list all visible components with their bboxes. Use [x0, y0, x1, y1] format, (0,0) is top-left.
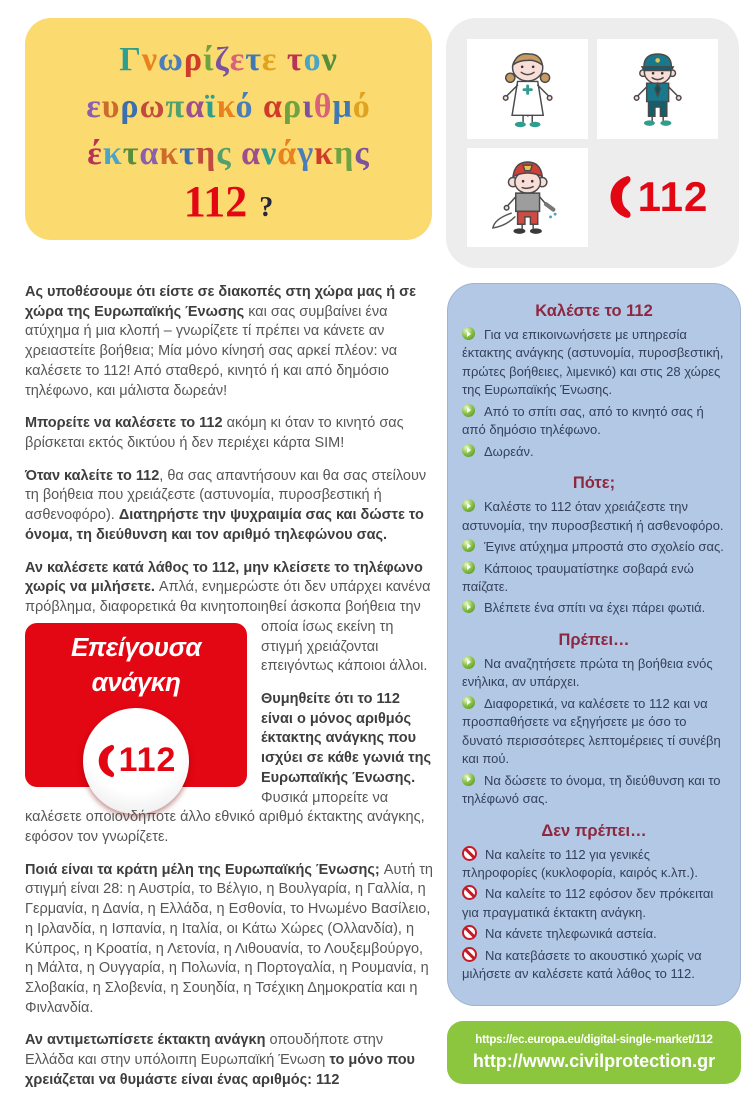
- body-text: Φυσικά μπορείτε να καλέσετε οποιονδήποτε άλλο εθνικό αριθμό έκτακτης ανάγκης, εφόσον τον γνωρίζετε.: [25, 789, 425, 845]
- bullet-item: Να δώσετε το όνομα, τη διεύθυνση και το τηλέφωνό σας.: [462, 772, 721, 807]
- civilprotection-link: http://www.civilprotection.gr: [472, 1050, 716, 1071]
- bullet-item: Να αναζητήσετε πρώτα τη βοήθεια ενός ενήλικα, αν υπάρχει.: [462, 655, 713, 690]
- prohibition-icon: [462, 885, 477, 900]
- check-sphere-icon: [462, 561, 475, 574]
- section-title: Καλέστε το 112: [535, 302, 653, 320]
- paragraph-5: [25, 861, 435, 1019]
- prohibition-icon: [462, 925, 477, 940]
- check-sphere-icon: [462, 600, 475, 613]
- emergency-box: [25, 623, 247, 787]
- body-text: Αυτή τη στιγμή είναι 28: η Αυστρία, το Βέλγιο, η Βουλγαρία, η Γαλλία, η Γερμανία, η Δανία, η Ελλάδα, η Εσθονία, το Ηνωμένο Βασίλειο, η Ιρλανδία, η Ισπανία, η Ιταλία, οι Κάτω Χώρες (Ολλανδία), η Κύπρος, η Κροατία, η Λετονία, η Λιθουανία, το Λουξεμβούργο, η Μάλτα, η Ουγγαρία, η Πολωνία, η Πορτογαλία, η Ρουμανία, η Σλοβακία, η Σλοβενία, η Σουηδία, η Τσέχικη Δημοκρατία και η Φινλανδία.: [25, 861, 433, 1016]
- bullet-item: Έγινε ατύχημα μπροστά στο σχολείο σας.: [462, 538, 726, 556]
- bullet-item: Δωρεάν.: [462, 443, 726, 461]
- bullet-item: Να κάνετε τηλεφωνικά αστεία.: [462, 925, 726, 943]
- check-sphere-icon: [462, 656, 475, 669]
- check-sphere-icon: [462, 444, 475, 457]
- poster-title: [25, 36, 432, 177]
- info-panel: [447, 283, 741, 1006]
- top-row: [25, 18, 740, 268]
- characters-panel: [446, 18, 739, 268]
- bold-text: Ποιά είναι τα κράτη μέλη της Ευρωπαϊκής Ένωσης;: [25, 861, 384, 878]
- emergency-112-number: 112: [118, 741, 177, 780]
- paragraph-1: [25, 283, 435, 401]
- bold-text: Όταν καλείτε το 112: [25, 467, 160, 484]
- title-112: 112: [183, 177, 248, 226]
- bullet-item: Διαφορετικά, να καλέσετε το 112 και να προσπαθήσετε να εξηγήσετε με όσο το δυνατό περισσότερες λεπτομέρειες τί συνέβη και πού.: [462, 695, 721, 767]
- europa-link: https://ec.europa.eu/digital-single-market/112: [475, 1033, 713, 1046]
- section-title: Δεν πρέπει…: [541, 821, 647, 840]
- bullet-item: Βλέπετε ένα σπίτι να έχει πάρει φωτιά.: [462, 599, 726, 617]
- poster-title-line: ευρωπαϊκό αριθμό: [86, 88, 371, 125]
- body-text: , θα σας απαντήσουν και θα σας στείλουν τη βοήθεια που χρειάζεστε (αστυνομία, πυροσβεστική ή ασθενοφόρο).: [25, 467, 427, 524]
- left-column: [25, 283, 435, 1104]
- main-content: [25, 283, 740, 1104]
- bold-text: Διατηρήστε την ψυχραιμία σας και δώστε το όνομα, τη διεύθυνση και τον αριθμό τηλεφώνου σας.: [25, 507, 424, 543]
- characters-grid: [467, 39, 718, 247]
- police-officer-cell: [597, 39, 718, 139]
- phone-112-cell: [597, 148, 718, 248]
- bold-text: Αν καλέσετε κατά λάθος το 112, μην κλείσετε το τηλέφωνο χωρίς να μιλήσετε.: [25, 559, 423, 596]
- body-text: Απλά, ενημερώστε ότι δεν υπάρχει κανένα πρόβλημα, διαφορετικά θα κινητοποιηθεί άσκοπα βοήθεια την: [25, 579, 431, 616]
- bold-text: Θυμηθείτε ότι το 112 είναι ο μόνος αριθμός έκτακτης ανάγκης που ισχύει σε κάθε γωνιά της Ευρωπαϊκής Ένωσης.: [261, 690, 431, 786]
- emergency-box-label: Επείγουσα ανάγκη: [70, 631, 202, 698]
- title-question-mark: ?: [259, 192, 274, 223]
- section-title: Πρέπει…: [558, 630, 630, 649]
- firefighter-illustration: [472, 151, 583, 243]
- doctor-illustration: [472, 43, 583, 135]
- bullet-item: Για να επικοινωνήσετε με υπηρεσία έκτακτης ανάγκης (αστυνομία, πυροσβεστική, πρώτες βοήθειες, λιμενικό) και στις 28 χώρες της Ευρωπαϊκής Ένωσης.: [462, 327, 724, 398]
- bold-text: το μόνο που χρειάζεται να θυμάστε είναι ένας αριθμός: 112: [25, 1052, 416, 1088]
- body-text: και σας συμβαίνει ένα ατύχημα ή μια κλοπή – γνωρίζετε τί πρέπει να κάνετε αν χρειαστείτε βοήθεια; Μία μόνο κίνησή σας αρκεί πλέον: να καλέσετε το 112! Από σταθερό, κινητό ή και από δημόσιο τηλέφωνο, και μάλιστα δωρεάν!: [25, 303, 398, 399]
- check-sphere-icon: [462, 404, 475, 417]
- title-box: [25, 18, 432, 240]
- bold-text: Ας υποθέσουμε ότι είστε σε διακοπές στη χώρα μας ή σε χώρα της Ευρωπαϊκής Ένωσης: [25, 284, 416, 320]
- prohibition-icon: [462, 947, 477, 962]
- links-panel: [447, 1021, 741, 1084]
- right-column: [447, 283, 741, 1104]
- body-text: οπουδήποτε στην Ελλάδα και στην υπόλοιπη Ευρωπαϊκή Ένωση: [25, 1032, 384, 1069]
- poster-title-line: Γνωρίζετε τον: [119, 41, 338, 78]
- check-sphere-icon: [462, 696, 475, 709]
- emergency-112-badge: [83, 708, 189, 814]
- bullet-item: Να καλείτε το 112 για γενικές πληροφορίες (κυκλοφορία, καιρός κ.λπ.).: [462, 846, 698, 880]
- body-text: οποία ίσως εκείνη τη στιγμή χρειάζονται επειγόντως κάποιοι άλλοι.: [261, 618, 428, 675]
- title-number-row: [25, 177, 432, 237]
- section-title: Πότε;: [572, 474, 616, 493]
- bullet-item: Να κατεβάσετε το ακουστικό χωρίς να μιλήσετε αν καλέσετε κατά λάθος το 112.: [462, 947, 702, 982]
- police-officer-illustration: [602, 43, 713, 135]
- prohibition-icon: [462, 846, 477, 861]
- check-sphere-icon: [462, 327, 475, 340]
- bold-text: Αν αντιμετωπίσετε έκτακτη ανάγκη: [25, 1032, 270, 1049]
- doctor-cell: [467, 39, 588, 139]
- paragraph-2: [25, 414, 435, 453]
- bullet-item: Κάποιος τραυματίστηκε σοβαρά ενώ παίζατε.: [462, 560, 694, 594]
- paragraph-4: [25, 559, 435, 848]
- bullet-item: Να καλείτε το 112 εφόσον δεν πρόκειται για πραγματικά έκτακτη ανάγκη.: [462, 886, 714, 920]
- phone-handset-icon: [607, 173, 633, 221]
- paragraph-3: [25, 467, 435, 546]
- body-text: ακόμη κι όταν το κινητό σας βρίσκεται εκτός δικτύου ή δεν περιέχει κάρτα SIM!: [25, 415, 404, 452]
- paragraph-4-intro: [25, 560, 431, 615]
- characters-112-label: 112: [637, 173, 709, 221]
- check-sphere-icon: [462, 539, 475, 552]
- bullet-item: Από το σπίτι σας, από το κινητό σας ή από δημόσιο τηλέφωνο.: [462, 403, 704, 438]
- bold-text: Μπορείτε να καλέσετε το 112: [25, 415, 227, 432]
- check-sphere-icon: [462, 773, 475, 786]
- poster-title-line: έκτακτης ανάγκης: [87, 135, 370, 172]
- phone-handset-icon: [96, 741, 116, 781]
- bullet-item: Καλέστε το 112 όταν χρειάζεστε την αστυνομία, την πυροσβεστική ή ασθενοφόρο.: [462, 499, 724, 533]
- paragraph-6: [25, 1031, 435, 1090]
- firefighter-cell: [467, 148, 588, 248]
- check-sphere-icon: [462, 499, 475, 512]
